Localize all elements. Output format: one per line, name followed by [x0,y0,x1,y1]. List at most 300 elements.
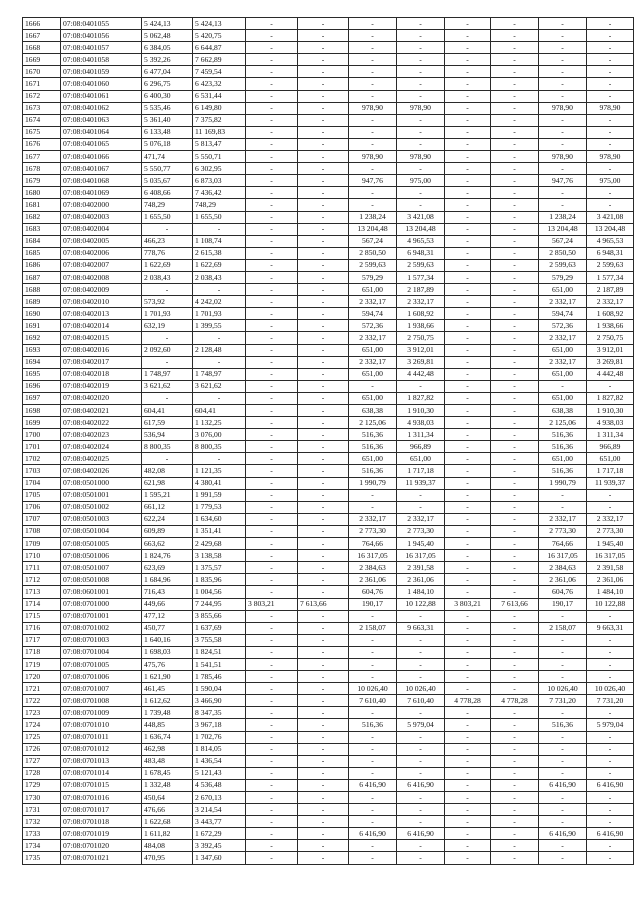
value-4-cell: - [298,163,349,175]
value-5-cell: 594,74 [349,308,397,320]
value-9-cell: - [539,658,587,670]
row-number-cell: 1694 [23,356,61,368]
row-number-cell: 1703 [23,465,61,477]
value-8-cell: - [491,296,539,308]
value-1-cell: 663,62 [142,538,193,550]
cadastral-number-cell: 07:08:0402010 [61,296,142,308]
value-1-cell: 632,19 [142,320,193,332]
value-7-cell: - [445,114,491,126]
value-4-cell: - [298,465,349,477]
value-10-cell: - [587,634,634,646]
row-number-cell: 1701 [23,441,61,453]
value-8-cell: - [491,525,539,537]
value-2-cell: 8 347,35 [193,707,246,719]
row-number-cell: 1733 [23,828,61,840]
value-1-cell: 6 400,30 [142,90,193,102]
value-5-cell: 2 384,63 [349,562,397,574]
value-9-cell: 764,66 [539,538,587,550]
value-9-cell: 1 238,24 [539,211,587,223]
table-row [23,175,634,187]
value-8-cell: - [491,538,539,550]
value-3-cell: - [246,779,298,791]
value-6-cell: 2 361,06 [397,574,445,586]
value-1-cell: 476,66 [142,804,193,816]
value-2-cell: 1 637,69 [193,622,246,634]
value-5-cell: 6 416,90 [349,828,397,840]
cadastral-number-cell: 07:08:0402007 [61,259,142,271]
value-9-cell: - [539,731,587,743]
value-3-cell: - [246,332,298,344]
value-10-cell: - [587,767,634,779]
cadastral-number-cell: 07:08:0402024 [61,441,142,453]
value-10-cell: 1 827,82 [587,392,634,404]
value-8-cell: - [491,54,539,66]
value-7-cell: - [445,779,491,791]
value-9-cell: 2 850,50 [539,247,587,259]
value-8-cell: - [491,804,539,816]
value-10-cell: 1 311,34 [587,429,634,441]
row-number-cell: 1690 [23,308,61,320]
value-7-cell: - [445,392,491,404]
value-4-cell: - [298,247,349,259]
value-10-cell: 966,89 [587,441,634,453]
value-3-cell: - [246,163,298,175]
value-6-cell: - [397,30,445,42]
table-row [23,707,634,719]
value-8-cell: - [491,223,539,235]
value-5-cell: 2 361,06 [349,574,397,586]
value-4-cell: - [298,816,349,828]
value-1-cell: 6 296,75 [142,78,193,90]
value-1-cell: 604,41 [142,405,193,417]
row-number-cell: 1720 [23,671,61,683]
value-9-cell: 13 204,48 [539,223,587,235]
value-6-cell: 6 416,90 [397,828,445,840]
value-4-cell: - [298,151,349,163]
cadastral-number-cell: 07:08:0402004 [61,223,142,235]
value-6-cell: - [397,126,445,138]
cadastral-number-cell: 07:08:0701017 [61,804,142,816]
value-1-cell: 475,76 [142,658,193,670]
value-3-cell: - [246,501,298,513]
value-9-cell: - [539,852,587,864]
value-5-cell: - [349,90,397,102]
value-3-cell: - [246,175,298,187]
value-8-cell: 4 778,28 [491,695,539,707]
value-2-cell: 1 399,55 [193,320,246,332]
value-9-cell: 579,29 [539,271,587,283]
value-5-cell: - [349,489,397,501]
value-4-cell: - [298,235,349,247]
value-1-cell: 5 392,26 [142,54,193,66]
value-1-cell: - [142,356,193,368]
value-5-cell: 516,36 [349,429,397,441]
value-1-cell: 1 739,48 [142,707,193,719]
value-6-cell: - [397,792,445,804]
value-2-cell: 1 814,05 [193,743,246,755]
value-1-cell: 1 824,76 [142,550,193,562]
value-9-cell: 2 332,17 [539,296,587,308]
value-5-cell: 651,00 [349,344,397,356]
value-10-cell: 4 938,03 [587,417,634,429]
value-5-cell: 604,76 [349,586,397,598]
value-5-cell: - [349,767,397,779]
row-number-cell: 1734 [23,840,61,852]
value-4-cell: - [298,429,349,441]
value-3-cell: - [246,453,298,465]
value-8-cell: - [491,610,539,622]
table-row [23,755,634,767]
value-8-cell: - [491,441,539,453]
row-number-cell: 1712 [23,574,61,586]
value-8-cell: - [491,199,539,211]
value-3-cell: - [246,634,298,646]
value-5-cell: 2 332,17 [349,332,397,344]
value-5-cell: 978,90 [349,102,397,114]
value-5-cell: 2 850,50 [349,247,397,259]
value-8-cell: - [491,622,539,634]
value-1-cell: 6 477,04 [142,66,193,78]
value-1-cell: 1 684,96 [142,574,193,586]
value-2-cell: 1 132,25 [193,417,246,429]
value-4-cell: - [298,453,349,465]
value-8-cell: - [491,501,539,513]
value-9-cell: - [539,707,587,719]
value-10-cell: 1 910,30 [587,405,634,417]
table-row [23,695,634,707]
value-6-cell: 4 938,03 [397,417,445,429]
table-row [23,683,634,695]
cadastral-number-cell: 07:08:0701012 [61,743,142,755]
value-6-cell: - [397,804,445,816]
value-10-cell: 6 948,31 [587,247,634,259]
value-4-cell: - [298,42,349,54]
value-9-cell: 2 384,63 [539,562,587,574]
value-3-cell: - [246,804,298,816]
value-7-cell: - [445,187,491,199]
value-4-cell: - [298,852,349,864]
value-9-cell: 978,90 [539,151,587,163]
value-7-cell: - [445,78,491,90]
value-4-cell: - [298,405,349,417]
value-10-cell: 3 269,81 [587,356,634,368]
value-3-cell: - [246,816,298,828]
value-8-cell: - [491,405,539,417]
value-7-cell: - [445,284,491,296]
table-row [23,417,634,429]
value-9-cell: 2 332,17 [539,332,587,344]
value-5-cell: - [349,501,397,513]
value-5-cell: - [349,126,397,138]
row-number-cell: 1718 [23,646,61,658]
value-9-cell: 604,76 [539,586,587,598]
value-2-cell: 1 634,60 [193,513,246,525]
value-10-cell: 10 122,88 [587,598,634,610]
value-8-cell: - [491,671,539,683]
row-number-cell: 1695 [23,368,61,380]
row-number-cell: 1699 [23,417,61,429]
value-3-cell: - [246,731,298,743]
value-4-cell: - [298,767,349,779]
value-5-cell: - [349,66,397,78]
cadastral-number-cell: 07:08:0701011 [61,731,142,743]
value-6-cell: - [397,840,445,852]
value-2-cell: 604,41 [193,405,246,417]
value-8-cell: - [491,513,539,525]
table-row [23,247,634,259]
table-row [23,574,634,586]
value-6-cell: - [397,199,445,211]
value-8-cell: - [491,852,539,864]
value-3-cell: - [246,320,298,332]
value-8-cell: - [491,429,539,441]
table-row [23,719,634,731]
value-5-cell: 651,00 [349,453,397,465]
table-row [23,465,634,477]
value-2-cell: 1 785,46 [193,671,246,683]
cadastral-number-cell: 07:08:0501002 [61,501,142,513]
value-4-cell: - [298,332,349,344]
row-number-cell: 1698 [23,405,61,417]
value-3-cell: - [246,562,298,574]
cadastral-number-cell: 07:08:0701019 [61,828,142,840]
value-5-cell: - [349,671,397,683]
value-8-cell: 7 613,66 [491,598,539,610]
value-10-cell: 6 416,90 [587,828,634,840]
value-3-cell: - [246,828,298,840]
value-7-cell: - [445,755,491,767]
value-9-cell: 947,76 [539,175,587,187]
value-8-cell: - [491,284,539,296]
value-1-cell: 536,94 [142,429,193,441]
row-number-cell: 1732 [23,816,61,828]
cadastral-number-cell: 07:08:0401061 [61,90,142,102]
value-3-cell: - [246,852,298,864]
value-1-cell: 621,98 [142,477,193,489]
value-3-cell: - [246,356,298,368]
cadastral-number-cell: 07:08:0701003 [61,634,142,646]
value-10-cell: - [587,489,634,501]
value-2-cell: 6 873,03 [193,175,246,187]
table-row [23,586,634,598]
value-10-cell: - [587,755,634,767]
value-7-cell: - [445,405,491,417]
value-9-cell: 516,36 [539,465,587,477]
value-10-cell: - [587,163,634,175]
value-6-cell: 13 204,48 [397,223,445,235]
value-8-cell: - [491,767,539,779]
value-10-cell: 11 939,37 [587,477,634,489]
table-row [23,344,634,356]
value-1-cell: 623,69 [142,562,193,574]
value-5-cell: - [349,804,397,816]
table-row [23,66,634,78]
value-1-cell: 5 424,13 [142,18,193,30]
value-8-cell: - [491,586,539,598]
value-3-cell: - [246,792,298,804]
value-2-cell: 1 835,96 [193,574,246,586]
cadastral-number-cell: 07:08:0501007 [61,562,142,574]
value-6-cell: - [397,42,445,54]
value-2-cell: 3 138,58 [193,550,246,562]
row-number-cell: 1713 [23,586,61,598]
value-2-cell: 1 375,57 [193,562,246,574]
table-row [23,308,634,320]
value-3-cell: - [246,840,298,852]
value-2-cell: 1 347,60 [193,852,246,864]
value-7-cell: - [445,792,491,804]
value-8-cell: - [491,719,539,731]
value-3-cell: - [246,658,298,670]
table-row [23,332,634,344]
value-7-cell: - [445,54,491,66]
table-row [23,767,634,779]
value-5-cell: - [349,840,397,852]
value-1-cell: 470,95 [142,852,193,864]
table-row [23,816,634,828]
value-7-cell: - [445,417,491,429]
value-10-cell: 2 599,63 [587,259,634,271]
table-row [23,779,634,791]
value-5-cell: 567,24 [349,235,397,247]
value-3-cell: - [246,271,298,283]
value-6-cell: 11 939,37 [397,477,445,489]
value-9-cell: 651,00 [539,453,587,465]
value-2-cell: 6 302,95 [193,163,246,175]
value-5-cell: - [349,610,397,622]
value-7-cell: - [445,513,491,525]
row-number-cell: 1722 [23,695,61,707]
value-9-cell: - [539,18,587,30]
value-2-cell: 7 436,42 [193,187,246,199]
value-10-cell: 978,90 [587,151,634,163]
value-7-cell: - [445,743,491,755]
table-row [23,477,634,489]
value-6-cell: - [397,90,445,102]
value-2-cell: 2 128,48 [193,344,246,356]
value-1-cell: 5 535,46 [142,102,193,114]
value-5-cell: - [349,42,397,54]
value-8-cell: - [491,320,539,332]
value-4-cell: - [298,66,349,78]
table-row [23,743,634,755]
cadastral-number-cell: 07:08:0402017 [61,356,142,368]
value-10-cell: - [587,658,634,670]
value-5-cell: - [349,18,397,30]
value-9-cell: 2 332,17 [539,356,587,368]
value-7-cell: - [445,731,491,743]
value-6-cell: - [397,489,445,501]
value-6-cell: 975,00 [397,175,445,187]
cadastral-number-cell: 07:08:0501000 [61,477,142,489]
value-1-cell: 6 384,05 [142,42,193,54]
table-row [23,501,634,513]
value-5-cell: - [349,743,397,755]
cadastral-number-cell: 07:08:0701020 [61,840,142,852]
cadastral-number-cell: 07:08:0701018 [61,816,142,828]
value-4-cell: - [298,320,349,332]
value-10-cell: 13 204,48 [587,223,634,235]
value-8-cell: - [491,755,539,767]
value-5-cell: 651,00 [349,368,397,380]
table-body [23,18,634,865]
value-6-cell: - [397,755,445,767]
value-7-cell: - [445,828,491,840]
value-1-cell: 448,85 [142,719,193,731]
value-5-cell: 516,36 [349,465,397,477]
value-1-cell: 1 748,97 [142,368,193,380]
value-9-cell: 10 026,40 [539,683,587,695]
value-1-cell: 5 550,77 [142,163,193,175]
value-6-cell: 9 663,31 [397,622,445,634]
value-3-cell: 3 803,21 [246,598,298,610]
cadastral-number-cell: 07:08:0402000 [61,199,142,211]
value-8-cell: - [491,308,539,320]
value-2-cell: 748,29 [193,199,246,211]
row-number-cell: 1717 [23,634,61,646]
value-7-cell: - [445,30,491,42]
value-1-cell: 483,48 [142,755,193,767]
value-6-cell: - [397,658,445,670]
value-1-cell: 482,08 [142,465,193,477]
value-9-cell: 638,38 [539,405,587,417]
value-3-cell: - [246,126,298,138]
value-10-cell: 4 442,48 [587,368,634,380]
cadastral-number-cell: 07:08:0402020 [61,392,142,404]
value-5-cell: - [349,78,397,90]
value-6-cell: 3 421,08 [397,211,445,223]
value-9-cell: - [539,646,587,658]
value-4-cell: - [298,211,349,223]
value-3-cell: - [246,296,298,308]
value-10-cell: - [587,114,634,126]
cadastral-number-cell: 07:08:0701016 [61,792,142,804]
table-row [23,598,634,610]
row-number-cell: 1710 [23,550,61,562]
value-5-cell: - [349,114,397,126]
value-7-cell: - [445,671,491,683]
value-7-cell: - [445,525,491,537]
value-1-cell: 1 332,48 [142,779,193,791]
cadastral-number-cell: 07:08:0401062 [61,102,142,114]
value-4-cell: - [298,513,349,525]
value-1-cell: 1 678,45 [142,767,193,779]
cadastral-number-cell: 07:08:0401060 [61,78,142,90]
value-6-cell: 6 948,31 [397,247,445,259]
cadastral-number-cell: 07:08:0701015 [61,779,142,791]
cadastral-number-cell: 07:08:0401068 [61,175,142,187]
cadastral-number-cell: 07:08:0401067 [61,163,142,175]
value-10-cell: 1 608,92 [587,308,634,320]
cadastral-number-cell: 07:08:0402008 [61,271,142,283]
value-4-cell: - [298,622,349,634]
cadastral-number-cell: 07:08:0401069 [61,187,142,199]
value-6-cell: 3 269,81 [397,356,445,368]
table-row [23,271,634,283]
value-6-cell: 2 773,30 [397,525,445,537]
value-1-cell: 573,92 [142,296,193,308]
value-8-cell: - [491,743,539,755]
value-9-cell: 2 158,07 [539,622,587,634]
value-1-cell: 1 621,90 [142,671,193,683]
value-8-cell: - [491,90,539,102]
value-6-cell: 978,90 [397,151,445,163]
value-4-cell: - [298,671,349,683]
value-3-cell: - [246,465,298,477]
value-10-cell: 3 912,01 [587,344,634,356]
value-5-cell: - [349,138,397,150]
value-6-cell: 2 332,17 [397,296,445,308]
